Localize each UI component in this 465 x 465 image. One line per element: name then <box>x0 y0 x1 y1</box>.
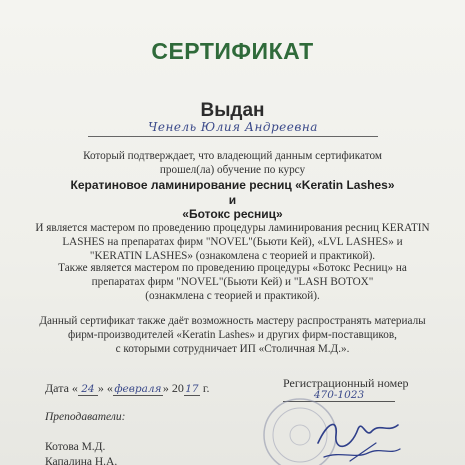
recipient-name: Ченель Юлия Андреевна <box>148 120 318 134</box>
course-conjunction: и <box>228 193 237 207</box>
date-day: 24 <box>78 383 98 396</box>
teachers-label: Преподаватели: <box>45 411 126 423</box>
botox-line-3: (ознакмлена с теорией и практикой). <box>145 289 320 302</box>
certificate-title: СЕРТИФИКАТ <box>151 38 314 64</box>
registration-number: 470-1023 <box>283 389 395 402</box>
master-line-2: LASHES на препаратах фирм "NOVEL"(Бьюти Кей), «LVL LASHES» и <box>62 235 403 248</box>
botox-line-2: препаратах фирм "NOVEL"(Бьюти Кей) и "LASH BOTOX" <box>91 275 374 288</box>
rights-line-2: фирм-производителей «Keratin Lashes» и других фирм-поставщиков, <box>68 328 397 341</box>
registration-label: Регистрационный номер <box>283 376 409 390</box>
rights-line-1: Данный сертификат также даёт возможность мастеру распространять материалы <box>39 315 426 327</box>
confirmation-text <box>0 150 465 178</box>
issued-to-label: Выдан <box>200 100 265 121</box>
teacher-name: Капалина Н.А. <box>45 456 118 465</box>
teacher-name: Котова М.Д. <box>45 441 106 453</box>
date-year-prefix: 20 <box>171 381 184 395</box>
date-year-suffix: 17 <box>185 383 199 395</box>
confirmation-line-1: Который подтверждает, что владеющий данным сертификатом <box>83 150 382 162</box>
date-suffix: г. <box>202 381 210 395</box>
handwritten-signature-icon <box>310 413 405 465</box>
course-title-2: «Ботокс ресниц» <box>182 207 283 221</box>
date-prefix: Дата « <box>45 381 78 395</box>
recipient-underline <box>88 136 378 137</box>
date-month: февраля <box>114 383 162 395</box>
botox-paragraph <box>0 262 465 303</box>
course-title-1: Кератиновое ламинирование ресниц «Keratin Lashes» <box>70 178 395 192</box>
date-separator: » <box>97 381 104 395</box>
master-line-3: "KERATIN LASHES» (ознакомлена с теорией и практикой). <box>89 249 376 262</box>
issue-date: Дата « 24 » «февраля» 2017 г. <box>45 381 210 395</box>
rights-line-3: с которыми сотрудничает ИП «Столичная М.Д.». <box>115 342 350 355</box>
master-line-1: И является мастером по проведению процедуры ламинирования ресниц KERATIN <box>35 222 430 234</box>
master-paragraph <box>0 222 465 263</box>
botox-line-1: Также является мастером по проведению процедуры «Ботокс Ресниц» на <box>58 262 407 274</box>
rights-paragraph <box>0 315 465 356</box>
confirmation-line-2: прошел(ла) обучение по курсу <box>159 163 306 176</box>
